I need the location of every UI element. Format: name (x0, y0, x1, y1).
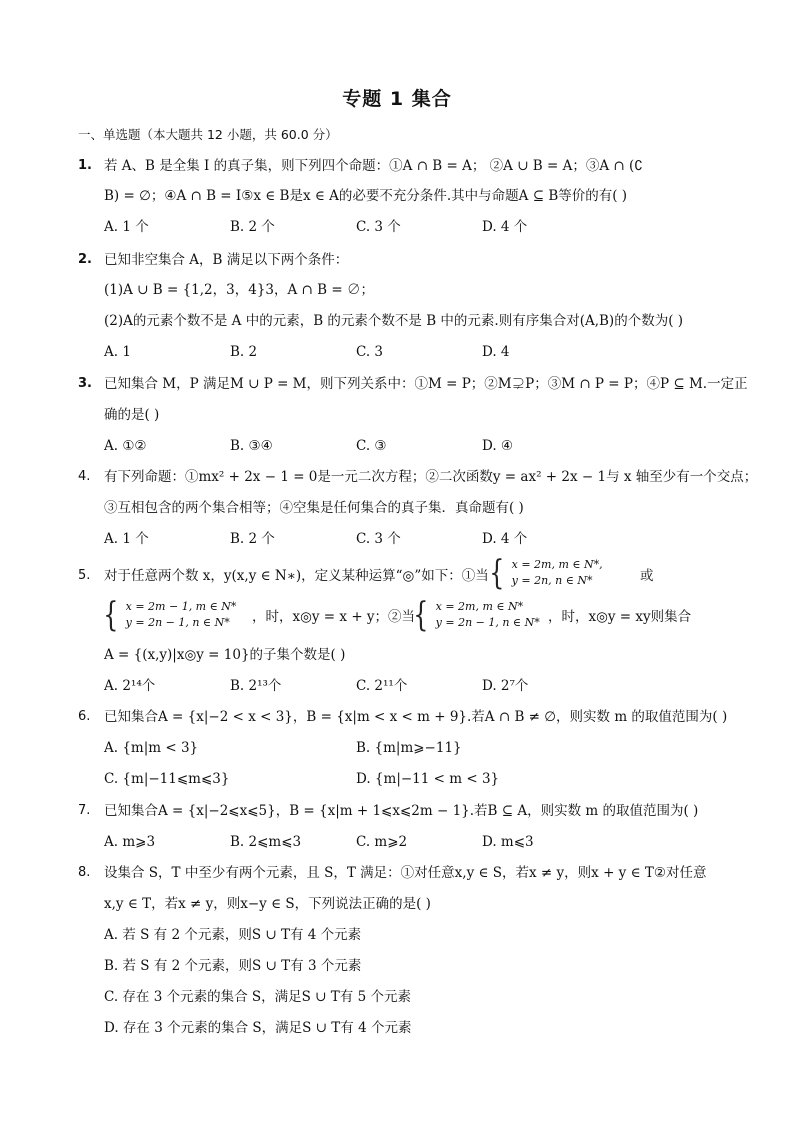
question-text: 已知集合A = {x|−2⩽x⩽5}，B = {x|m + 1⩽x⩽2m − 1}.若B ⊆ A，则实数 m 的取值范围为( ) (104, 803, 699, 819)
option-b: B. 2⩽m⩽3 (230, 834, 302, 850)
equation-row: x = 2m, m ∈ N*, (511, 558, 603, 571)
section-heading: 一、单选题（本大题共 12 小题，共 60.0 分） (78, 127, 338, 142)
question-number: 5. (78, 568, 91, 583)
question-number: 4. (78, 469, 91, 484)
option-c: C. 存在 3 个元素的集合 S，满足S ∪ T有 5 个元素 (104, 989, 411, 1005)
option-c: C. 2¹¹个 (356, 678, 408, 694)
option-d: D. {m|−11 < m < 3} (356, 771, 500, 787)
question-number: 6. (78, 709, 91, 724)
option-c: C. {m|−11⩽m⩽3} (104, 771, 230, 787)
question-text: 若 A、B 是全集 I 的真子集，则下列四个命题：①A ∩ B = A； ②A ∪ B = A；③A ∩ (∁ (104, 158, 643, 174)
question-text: 设集合 S，T 中至少有两个元素，且 S，T 满足：①对任意x,y ∈ S，若x ≠ y，则x + y ∈ T②对任意 (104, 865, 707, 881)
brace-symbol: { (413, 595, 429, 635)
option-c: C. 3 (356, 344, 384, 360)
equation-system (100, 595, 237, 635)
question-text: B) = ∅；④A ∩ B = I⑤x ∈ B是x ∈ A的必要不充分条件.其中与命题A ⊆ B等价的有( ) (104, 188, 628, 204)
option-d: D. 2⁷个 (482, 678, 529, 694)
option-a: A. 1 (104, 344, 131, 360)
option-c: C. m⩾2 (356, 834, 408, 850)
question-text: (1)A ∪ B = {1,2，3，4}3，A ∩ B = ∅； (104, 282, 374, 298)
question-number: 1. (78, 158, 92, 173)
question-text: 或 (640, 568, 654, 584)
question-text: 已知集合A = {x|−2 < x < 3}，B = {x|m < x < m + 9}.若A ∩ B ≠ ∅，则实数 m 的取值范围为( ) (104, 709, 728, 725)
equation-row: x = 2m, m ∈ N* (435, 600, 524, 613)
option-b: B. {m|m⩾−11} (356, 740, 462, 756)
question-text: 已知非空集合 A，B 满足以下两个条件： (104, 252, 349, 268)
option-a: A. {m|m < 3} (104, 740, 199, 756)
question-text: ③互相包含的两个集合相等；④空集是任何集合的真子集．真命题有( ) (104, 500, 524, 516)
question-text: (2)A的元素个数不是 A 中的元素，B 的元素个数不是 B 中的元素.则有序集合对(A,B)的个数为( ) (104, 313, 684, 329)
brace-symbol: { (489, 553, 505, 593)
option-a: A. 1 个 (104, 219, 149, 235)
question-text: A = {(x,y)|x◎y = 10}的子集个数是( ) (104, 647, 346, 663)
question-text: 有下列命题：①mx² + 2x − 1 = 0是一元二次方程；②二次函数y = ax² + 2x − 1与 x 轴至少有一个交点； (104, 469, 758, 485)
option-b: B. 2¹³个 (230, 678, 282, 694)
option-b: B. 若 S 有 2 个元素，则S ∪ T有 3 个元素 (104, 958, 362, 974)
option-a: A. 2¹⁴个 (104, 678, 156, 694)
question-number: 2. (78, 252, 92, 267)
option-a: A. m⩾3 (104, 834, 156, 850)
equation-row: x = 2m − 1, m ∈ N* (125, 600, 237, 613)
option-c: C. 3 个 (356, 219, 401, 235)
option-b: B. ③④ (230, 438, 273, 454)
equation-row: y = 2n − 1, n ∈ N* (125, 616, 230, 629)
option-d: D. 4 (482, 344, 510, 360)
page-title: 专题 1 集合 (342, 88, 452, 110)
option-d: D. 4 个 (482, 219, 528, 235)
option-b: B. 2 个 (230, 531, 275, 547)
option-d: D. m⩽3 (482, 834, 534, 850)
question-number: 7. (78, 803, 91, 818)
option-c: C. ③ (356, 438, 387, 454)
option-a: A. ①② (104, 438, 147, 454)
option-b: B. 2 个 (230, 219, 275, 235)
question-number: 3. (78, 376, 92, 391)
question-number: 8. (78, 865, 91, 880)
option-a: A. 若 S 有 2 个元素，则S ∪ T有 4 个元素 (104, 927, 362, 943)
equation-row: y = 2n − 1, n ∈ N* (435, 616, 540, 629)
question-text: 对于任意两个数 x，y(x,y ∈ N∗)，定义某种运算“◎”如下：①当 (104, 568, 489, 584)
question-text: 确的是( ) (104, 407, 160, 423)
option-d: D. ④ (482, 438, 514, 454)
equation-row: y = 2n, n ∈ N* (511, 574, 593, 587)
question-text: x,y ∈ T，若x ≠ y，则x−y ∈ S，下列说法正确的是( ) (104, 896, 431, 912)
question-text: 已知集合 M，P 满足M ∪ P = M，则下列关系中：①M = P；②M⊋P；③M ∩ P = P；④P ⊆ M.一定正 (104, 376, 748, 392)
option-d: D. 4 个 (482, 531, 528, 547)
option-d: D. 存在 3 个元素的集合 S，满足S ∪ T有 4 个元素 (104, 1020, 412, 1036)
question-text: ，时，x◎y = xy则集合 (548, 609, 692, 625)
brace-symbol: { (103, 595, 119, 635)
option-c: C. 3 个 (356, 531, 401, 547)
option-a: A. 1 个 (104, 531, 149, 547)
equation-system (486, 553, 603, 593)
equation-system (410, 595, 540, 635)
question-text: ，时，x◎y = x + y；②当 (252, 609, 416, 625)
option-b: B. 2 (230, 344, 258, 360)
